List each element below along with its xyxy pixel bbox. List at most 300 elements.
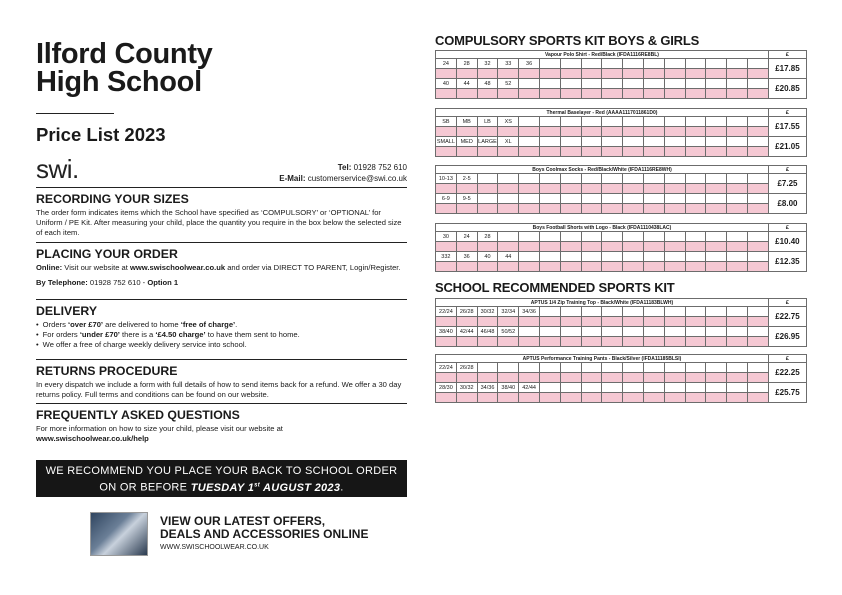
quantity-input-cell[interactable] — [623, 147, 644, 157]
quantity-input-cell[interactable] — [664, 242, 685, 252]
faq-heading: FREQUENTLY ASKED QUESTIONS — [36, 408, 240, 422]
price-list-title: Price List 2023 — [36, 124, 166, 145]
quantity-input-cell[interactable] — [727, 317, 748, 327]
size-label: 48 — [477, 79, 498, 89]
empty-cell — [581, 252, 602, 262]
tel-value[interactable]: 01928 752 610 — [353, 163, 407, 172]
quantity-input-cell[interactable] — [436, 262, 457, 272]
quantity-input-cell[interactable] — [477, 127, 498, 137]
quantity-input-cell[interactable] — [581, 373, 602, 383]
empty-cell — [519, 137, 540, 147]
kit-table — [435, 298, 807, 347]
size-label: 38/40 — [498, 383, 519, 393]
delivery-heading: DELIVERY — [36, 304, 98, 318]
quantity-input-cell[interactable] — [539, 204, 560, 214]
empty-cell — [664, 363, 685, 373]
quantity-input-cell[interactable] — [602, 373, 623, 383]
size-label: 40 — [477, 252, 498, 262]
quantity-input-cell[interactable] — [747, 184, 768, 194]
quantity-row — [436, 204, 807, 214]
quantity-input-cell[interactable] — [643, 147, 664, 157]
empty-cell — [581, 137, 602, 147]
quantity-input-cell[interactable] — [436, 317, 457, 327]
quantity-input-cell[interactable] — [539, 393, 560, 403]
quantity-input-cell[interactable] — [560, 127, 581, 137]
quantity-input-cell[interactable] — [727, 89, 748, 99]
quantity-input-cell[interactable] — [498, 242, 519, 252]
banner-period: . — [340, 481, 344, 494]
quantity-input-cell[interactable] — [664, 204, 685, 214]
quantity-input-cell[interactable] — [602, 147, 623, 157]
kit-table — [435, 223, 807, 272]
quantity-input-cell[interactable] — [498, 89, 519, 99]
quantity-input-cell[interactable] — [727, 373, 748, 383]
quantity-input-cell[interactable] — [477, 89, 498, 99]
quantity-input-cell[interactable] — [456, 69, 477, 79]
price-cell: £8.00 — [768, 194, 806, 214]
quantity-input-cell[interactable] — [456, 262, 477, 272]
quantity-input-cell[interactable] — [436, 242, 457, 252]
delivery-text: are delivered to home — [103, 320, 181, 329]
quantity-input-cell[interactable] — [706, 373, 727, 383]
quantity-input-cell[interactable] — [581, 242, 602, 252]
price-cell: £10.40 — [768, 232, 806, 252]
delivery-list — [36, 320, 407, 351]
quantity-input-cell[interactable] — [602, 317, 623, 327]
size-label: LARGE — [478, 138, 497, 145]
quantity-input-cell[interactable] — [623, 204, 644, 214]
quantity-input-cell[interactable] — [664, 373, 685, 383]
quantity-input-cell[interactable] — [560, 317, 581, 327]
item-name: Thermal Baselayer - Red (AAAA1117011861D0) — [436, 109, 769, 117]
quantity-input-cell[interactable] — [498, 184, 519, 194]
quantity-input-cell[interactable] — [581, 89, 602, 99]
quantity-input-cell[interactable] — [560, 89, 581, 99]
quantity-input-cell[interactable] — [602, 337, 623, 347]
quantity-input-cell[interactable] — [727, 69, 748, 79]
empty-cell — [664, 232, 685, 242]
quantity-input-cell[interactable] — [643, 337, 664, 347]
section-placing — [36, 242, 407, 288]
quantity-input-cell[interactable] — [560, 242, 581, 252]
quantity-input-cell[interactable] — [706, 184, 727, 194]
quantity-input-cell[interactable] — [664, 147, 685, 157]
quantity-input-cell[interactable] — [519, 373, 540, 383]
quantity-input-cell[interactable] — [539, 337, 560, 347]
quantity-input-cell[interactable] — [623, 393, 644, 403]
quantity-input-cell[interactable] — [685, 89, 706, 99]
quantity-input-cell[interactable] — [685, 127, 706, 137]
quantity-input-cell[interactable] — [581, 393, 602, 403]
size-label: 44 — [498, 252, 519, 262]
quantity-input-cell[interactable] — [643, 127, 664, 137]
quantity-input-cell[interactable] — [436, 69, 457, 79]
quantity-input-cell[interactable] — [747, 69, 768, 79]
empty-cell — [706, 252, 727, 262]
empty-cell — [685, 59, 706, 69]
order-deadline-banner — [36, 460, 407, 497]
quantity-input-cell[interactable] — [685, 393, 706, 403]
empty-cell — [602, 194, 623, 204]
empty-cell — [623, 363, 644, 373]
empty-cell — [498, 174, 519, 184]
quantity-input-cell[interactable] — [747, 393, 768, 403]
quantity-input-cell[interactable] — [519, 204, 540, 214]
empty-cell — [581, 327, 602, 337]
delivery-item — [36, 330, 407, 340]
quantity-input-cell[interactable] — [643, 317, 664, 327]
quantity-input-cell[interactable] — [602, 89, 623, 99]
empty-cell — [685, 194, 706, 204]
size-label: 26/28 — [456, 363, 477, 373]
quantity-input-cell[interactable] — [685, 242, 706, 252]
quantity-input-cell[interactable] — [498, 317, 519, 327]
quantity-input-cell[interactable] — [727, 204, 748, 214]
quantity-input-cell[interactable] — [727, 127, 748, 137]
quantity-input-cell[interactable] — [560, 393, 581, 403]
quantity-input-cell[interactable] — [706, 262, 727, 272]
quantity-input-cell[interactable] — [436, 393, 457, 403]
quantity-input-cell[interactable] — [685, 262, 706, 272]
empty-cell — [519, 252, 540, 262]
delivery-text: We offer a free of charge weekly delivery service into school. — [42, 340, 247, 350]
quantity-input-cell[interactable] — [706, 204, 727, 214]
quantity-input-cell[interactable] — [560, 184, 581, 194]
email-value[interactable]: customerservice@swi.co.uk — [307, 174, 407, 183]
quantity-input-cell[interactable] — [747, 337, 768, 347]
quantity-input-cell[interactable] — [623, 127, 644, 137]
quantity-input-cell[interactable] — [456, 204, 477, 214]
empty-cell — [560, 327, 581, 337]
quantity-input-cell[interactable] — [602, 204, 623, 214]
quantity-input-cell[interactable] — [747, 147, 768, 157]
price-cell: £17.85 — [768, 59, 806, 79]
size-label: 42/44 — [519, 383, 540, 393]
empty-cell — [539, 174, 560, 184]
quantity-input-cell[interactable] — [727, 184, 748, 194]
quantity-input-cell[interactable] — [456, 127, 477, 137]
quantity-input-cell[interactable] — [436, 127, 457, 137]
empty-cell — [643, 137, 664, 147]
quantity-input-cell[interactable] — [456, 393, 477, 403]
empty-cell — [747, 363, 768, 373]
quantity-input-cell[interactable] — [581, 337, 602, 347]
empty-cell — [664, 137, 685, 147]
title-divider — [36, 113, 114, 114]
quantity-input-cell[interactable] — [456, 89, 477, 99]
quantity-input-cell[interactable] — [747, 317, 768, 327]
online-url-link[interactable]: www.swischoolwear.co.uk — [129, 263, 226, 272]
price-cell: £26.95 — [768, 327, 806, 347]
empty-cell — [643, 232, 664, 242]
banner-text: ON OR BEFORE — [99, 481, 191, 494]
quantity-input-cell[interactable] — [519, 127, 540, 137]
size-label: 28 — [477, 232, 498, 242]
quantity-input-cell[interactable] — [519, 147, 540, 157]
empty-cell — [498, 363, 519, 373]
empty-cell — [664, 194, 685, 204]
quantity-input-cell[interactable] — [477, 204, 498, 214]
quantity-input-cell[interactable] — [747, 89, 768, 99]
quantity-input-cell[interactable] — [581, 184, 602, 194]
quantity-input-cell[interactable] — [456, 373, 477, 383]
quantity-input-cell[interactable] — [519, 184, 540, 194]
quantity-input-cell[interactable] — [498, 337, 519, 347]
empty-cell — [560, 79, 581, 89]
currency-label: £ — [768, 224, 806, 232]
empty-cell — [664, 59, 685, 69]
quantity-input-cell[interactable] — [456, 184, 477, 194]
quantity-input-cell[interactable] — [623, 89, 644, 99]
size-label: 24 — [436, 59, 457, 69]
empty-cell — [623, 327, 644, 337]
quantity-input-cell[interactable] — [664, 262, 685, 272]
quantity-input-cell[interactable] — [560, 147, 581, 157]
quantity-input-cell[interactable] — [727, 262, 748, 272]
empty-cell — [539, 307, 560, 317]
size-row — [436, 307, 807, 317]
quantity-input-cell[interactable] — [581, 204, 602, 214]
quantity-input-cell[interactable] — [477, 373, 498, 383]
quantity-input-cell[interactable] — [623, 184, 644, 194]
empty-cell — [664, 117, 685, 127]
quantity-input-cell[interactable] — [643, 184, 664, 194]
empty-cell — [560, 194, 581, 204]
quantity-input-cell[interactable] — [539, 127, 560, 137]
quantity-input-cell[interactable] — [747, 242, 768, 252]
quantity-input-cell[interactable] — [747, 373, 768, 383]
empty-cell — [623, 252, 644, 262]
quantity-input-cell[interactable] — [706, 393, 727, 403]
quantity-input-cell[interactable] — [706, 127, 727, 137]
quantity-row — [436, 373, 807, 383]
quantity-input-cell[interactable] — [477, 337, 498, 347]
empty-cell — [539, 59, 560, 69]
quantity-input-cell[interactable] — [685, 373, 706, 383]
size-label: 30/32 — [477, 307, 498, 317]
size-label: 28/30 — [436, 383, 457, 393]
quantity-input-cell[interactable] — [727, 393, 748, 403]
quantity-input-cell[interactable] — [643, 89, 664, 99]
quantity-input-cell[interactable] — [436, 89, 457, 99]
quantity-input-cell[interactable] — [436, 204, 457, 214]
quantity-input-cell[interactable] — [664, 69, 685, 79]
quantity-input-cell[interactable] — [477, 393, 498, 403]
quantity-input-cell[interactable] — [560, 69, 581, 79]
quantity-input-cell[interactable] — [477, 242, 498, 252]
quantity-input-cell[interactable] — [706, 147, 727, 157]
phone-label: By Telephone: — [36, 278, 88, 288]
quantity-input-cell[interactable] — [685, 184, 706, 194]
quantity-input-cell[interactable] — [602, 69, 623, 79]
size-label: 22/24 — [436, 363, 457, 373]
empty-cell — [519, 174, 540, 184]
quantity-row — [436, 317, 807, 327]
quantity-input-cell[interactable] — [602, 127, 623, 137]
size-label: 44 — [456, 79, 477, 89]
quantity-input-cell[interactable] — [727, 147, 748, 157]
quantity-input-cell[interactable] — [706, 69, 727, 79]
promo-url-link[interactable]: WWW.SWISCHOOLWEAR.CO.UK — [160, 544, 269, 551]
quantity-input-cell[interactable] — [539, 147, 560, 157]
price-cell: £21.05 — [768, 137, 806, 157]
quantity-input-cell[interactable] — [664, 317, 685, 327]
quantity-input-cell[interactable] — [602, 262, 623, 272]
quantity-input-cell[interactable] — [643, 204, 664, 214]
quantity-input-cell[interactable] — [498, 127, 519, 137]
quantity-input-cell[interactable] — [436, 337, 457, 347]
quantity-input-cell[interactable] — [706, 317, 727, 327]
quantity-input-cell[interactable] — [623, 317, 644, 327]
empty-cell — [727, 383, 748, 393]
quantity-input-cell[interactable] — [643, 242, 664, 252]
quantity-input-cell[interactable] — [685, 337, 706, 347]
quantity-input-cell[interactable] — [436, 184, 457, 194]
size-label: 26/28 — [456, 307, 477, 317]
quantity-input-cell[interactable] — [560, 337, 581, 347]
quantity-input-cell[interactable] — [519, 89, 540, 99]
quantity-input-cell[interactable] — [456, 147, 477, 157]
section-recording — [36, 187, 407, 239]
quantity-input-cell[interactable] — [456, 337, 477, 347]
empty-cell — [519, 117, 540, 127]
quantity-input-cell[interactable] — [664, 127, 685, 137]
quantity-input-cell[interactable] — [727, 337, 748, 347]
quantity-input-cell[interactable] — [643, 69, 664, 79]
quantity-input-cell[interactable] — [436, 373, 457, 383]
empty-cell — [623, 79, 644, 89]
quantity-input-cell[interactable] — [685, 317, 706, 327]
quantity-input-cell[interactable] — [581, 147, 602, 157]
quantity-input-cell[interactable] — [664, 89, 685, 99]
quantity-input-cell[interactable] — [602, 242, 623, 252]
quantity-input-cell[interactable] — [477, 147, 498, 157]
quantity-input-cell[interactable] — [539, 373, 560, 383]
quantity-input-cell[interactable] — [643, 373, 664, 383]
quantity-input-cell[interactable] — [477, 317, 498, 327]
quantity-input-cell[interactable] — [602, 184, 623, 194]
size-label: SMALL — [436, 138, 455, 145]
price-cell: £17.55 — [768, 117, 806, 137]
quantity-input-cell[interactable] — [456, 242, 477, 252]
price-cell: £12.35 — [768, 252, 806, 272]
quantity-input-cell[interactable] — [623, 337, 644, 347]
quantity-input-cell[interactable] — [436, 147, 457, 157]
empty-cell — [664, 174, 685, 184]
quantity-input-cell[interactable] — [498, 373, 519, 383]
empty-cell — [643, 252, 664, 262]
delivery-text: there is a — [119, 330, 156, 340]
quantity-input-cell[interactable] — [664, 393, 685, 403]
faq-url-link[interactable]: www.swischoolwear.co.uk/help — [36, 434, 149, 444]
quantity-input-cell[interactable] — [664, 337, 685, 347]
quantity-input-cell[interactable] — [539, 184, 560, 194]
quantity-input-cell[interactable] — [477, 69, 498, 79]
kit-table — [435, 50, 807, 99]
empty-cell — [664, 79, 685, 89]
size-label: 32 — [477, 59, 498, 69]
quantity-input-cell[interactable] — [643, 262, 664, 272]
quantity-input-cell[interactable] — [519, 69, 540, 79]
size-row — [436, 79, 807, 89]
quantity-input-cell[interactable] — [623, 262, 644, 272]
empty-cell — [685, 174, 706, 184]
quantity-input-cell[interactable] — [519, 337, 540, 347]
empty-cell — [685, 79, 706, 89]
quantity-input-cell[interactable] — [643, 393, 664, 403]
quantity-input-cell[interactable] — [477, 262, 498, 272]
quantity-input-cell[interactable] — [706, 337, 727, 347]
quantity-input-cell[interactable] — [456, 317, 477, 327]
quantity-input-cell[interactable] — [581, 317, 602, 327]
delivery-emph: ‘free of charge’ — [180, 320, 236, 329]
quantity-input-cell[interactable] — [519, 262, 540, 272]
quantity-input-cell[interactable] — [747, 127, 768, 137]
empty-cell — [727, 252, 748, 262]
empty-cell — [539, 383, 560, 393]
quantity-input-cell[interactable] — [747, 204, 768, 214]
quantity-input-cell[interactable] — [539, 89, 560, 99]
quantity-input-cell[interactable] — [706, 89, 727, 99]
quantity-input-cell[interactable] — [602, 393, 623, 403]
quantity-input-cell[interactable] — [581, 127, 602, 137]
quantity-input-cell[interactable] — [747, 262, 768, 272]
quantity-input-cell[interactable] — [498, 69, 519, 79]
size-row — [436, 383, 807, 393]
quantity-row — [436, 393, 807, 403]
banner-line1: WE RECOMMEND YOU PLACE YOUR BACK TO SCHOOL ORDER — [45, 465, 398, 477]
quantity-input-cell[interactable] — [727, 242, 748, 252]
empty-cell — [706, 307, 727, 317]
empty-cell — [519, 232, 540, 242]
quantity-input-cell[interactable] — [560, 204, 581, 214]
quantity-input-cell[interactable] — [539, 69, 560, 79]
size-row — [436, 59, 807, 69]
online-text-a: Visit our website at — [62, 263, 130, 272]
quantity-input-cell[interactable] — [539, 242, 560, 252]
school-name-line1: Ilford County — [36, 38, 213, 70]
quantity-input-cell[interactable] — [498, 393, 519, 403]
quantity-input-cell[interactable] — [498, 262, 519, 272]
placing-phone — [36, 278, 407, 288]
empty-cell — [560, 174, 581, 184]
empty-cell — [643, 363, 664, 373]
quantity-input-cell[interactable] — [685, 147, 706, 157]
quantity-input-cell[interactable] — [498, 147, 519, 157]
quantity-input-cell[interactable] — [706, 242, 727, 252]
quantity-input-cell[interactable] — [685, 69, 706, 79]
size-label: 30 — [436, 232, 457, 242]
quantity-input-cell[interactable] — [623, 242, 644, 252]
price-cell: £25.75 — [768, 383, 806, 403]
quantity-input-cell[interactable] — [519, 242, 540, 252]
quantity-input-cell[interactable] — [477, 184, 498, 194]
quantity-input-cell[interactable] — [581, 69, 602, 79]
quantity-input-cell[interactable] — [560, 373, 581, 383]
quantity-input-cell[interactable] — [664, 184, 685, 194]
quantity-input-cell[interactable] — [519, 393, 540, 403]
quantity-input-cell[interactable] — [623, 69, 644, 79]
quantity-input-cell[interactable] — [685, 204, 706, 214]
quantity-input-cell[interactable] — [519, 317, 540, 327]
quantity-input-cell[interactable] — [498, 204, 519, 214]
empty-cell — [602, 252, 623, 262]
quantity-input-cell[interactable] — [539, 317, 560, 327]
quantity-input-cell[interactable] — [623, 373, 644, 383]
quantity-input-cell[interactable] — [581, 262, 602, 272]
quantity-input-cell[interactable] — [539, 262, 560, 272]
quantity-input-cell[interactable] — [560, 262, 581, 272]
